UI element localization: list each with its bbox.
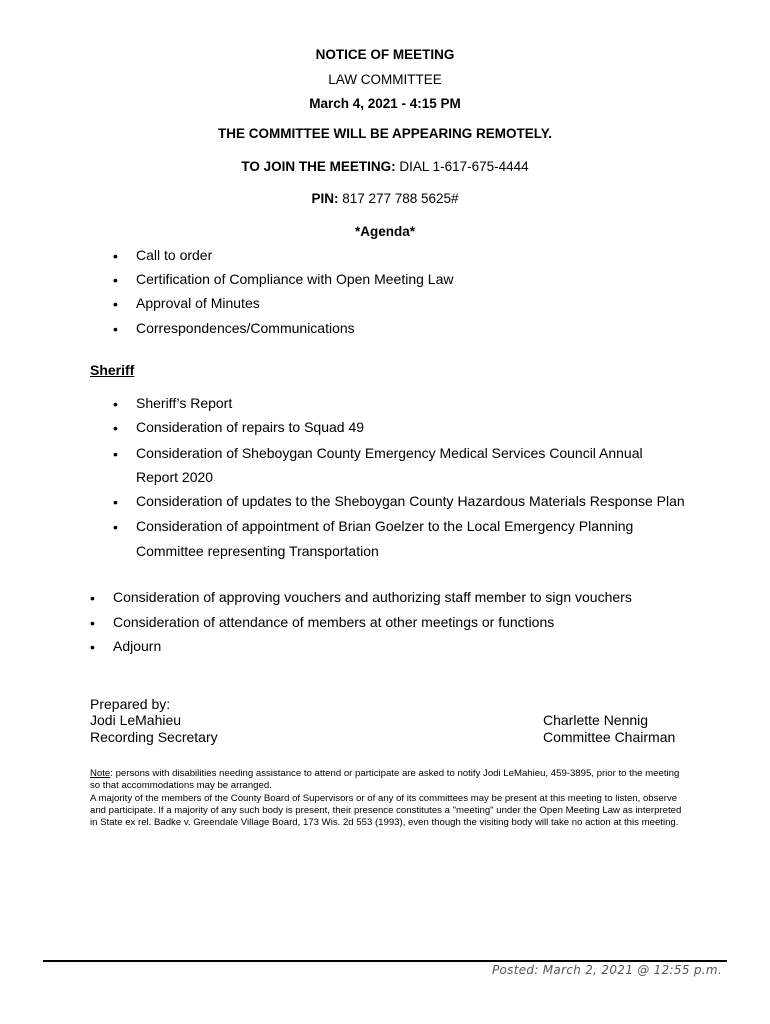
- remote-notice: THE COMMITTEE WILL BE APPEARING REMOTELY.: [217, 126, 553, 141]
- bullet: •: [90, 590, 95, 606]
- prepared-by-label: Prepared by:: [90, 696, 171, 712]
- agenda-heading: *Agenda*: [354, 224, 415, 239]
- bullet: •: [113, 420, 118, 436]
- list-item: Consideration of Sheboygan County Emergency Medical Services Council Annual: [136, 445, 643, 461]
- note-label: Note: [90, 768, 111, 779]
- secretary-title: Recording Secretary: [90, 729, 218, 745]
- committee-name: LAW COMMITTEE: [328, 72, 442, 87]
- bullet: •: [113, 396, 118, 412]
- sheriff-heading: Sheriff: [90, 362, 135, 378]
- bullet: •: [113, 321, 118, 337]
- bullet: •: [90, 639, 95, 655]
- list-item: Consideration of updates to the Sheboygan County Hazardous Materials Response Plan: [136, 493, 685, 509]
- footer-divider: [43, 960, 727, 962]
- meeting-date-time: March 4, 2021 - 4:15 PM: [309, 96, 461, 111]
- bullet: •: [113, 446, 118, 462]
- pin-label: PIN:: [311, 191, 339, 206]
- join-phone: DIAL 1-617-675-4444: [395, 159, 529, 174]
- bullet: •: [113, 296, 118, 312]
- list-item: Sheriff’s Report: [136, 395, 233, 411]
- secretary-name: Jodi LeMahieu: [90, 712, 182, 728]
- join-label: TO JOIN THE MEETING:: [241, 159, 396, 174]
- list-item: Correspondences/Communications: [136, 320, 355, 336]
- bullet: •: [113, 272, 118, 288]
- chairman-name: Charlette Nennig: [543, 712, 649, 728]
- join-info: [0, 159, 770, 174]
- list-item: Consideration of appointment of Brian Goelzer to the Local Emergency Planning: [136, 518, 634, 534]
- posted-timestamp: Posted: March 2, 2021 @ 12:55 p.m.: [491, 963, 722, 977]
- pin-value: 817 277 788 5625#: [338, 191, 459, 206]
- list-item: Approval of Minutes: [136, 295, 260, 311]
- list-item: Call to order: [136, 247, 213, 263]
- bullet: •: [113, 248, 118, 264]
- chairman-title: Committee Chairman: [543, 729, 676, 745]
- list-item: Consideration of approving vouchers and authorizing staff member to sign vouchers: [113, 589, 632, 605]
- pin-info: [0, 191, 770, 206]
- bullet: •: [113, 519, 118, 535]
- bullet: •: [113, 494, 118, 510]
- list-item-continuation: Report 2020: [136, 469, 214, 485]
- notice-title: NOTICE OF MEETING: [315, 47, 455, 62]
- bullet: •: [90, 615, 95, 631]
- list-item: Certification of Compliance with Open Meeting Law: [136, 271, 454, 287]
- list-item: Consideration of repairs to Squad 49: [136, 419, 365, 435]
- list-item: Consideration of attendance of members at other meetings or functions: [113, 614, 555, 630]
- accessibility-note: [90, 768, 690, 792]
- quorum-note: A majority of the members of the County Board of Supervisors or of any of its committees may be present at this meeting to listen, observe and participate. If a majority of any such body is present, their presence constitutes a "meeting" under the Open Meeting Law as interpreted in State ex rel. Badke v. Greendale Village Board, 173 Wis. 2d 553 (1993), even though the visiting body will take no action at this meeting.: [90, 793, 682, 828]
- list-item: Adjourn: [113, 638, 162, 654]
- list-item-continuation: Committee representing Transportation: [136, 543, 379, 559]
- note-text: : persons with disabilities needing assistance to attend or participate are asked to notify Jodi LeMahieu, 459-3895, prior to the meeting so that accommodations may be arranged.: [90, 768, 680, 791]
